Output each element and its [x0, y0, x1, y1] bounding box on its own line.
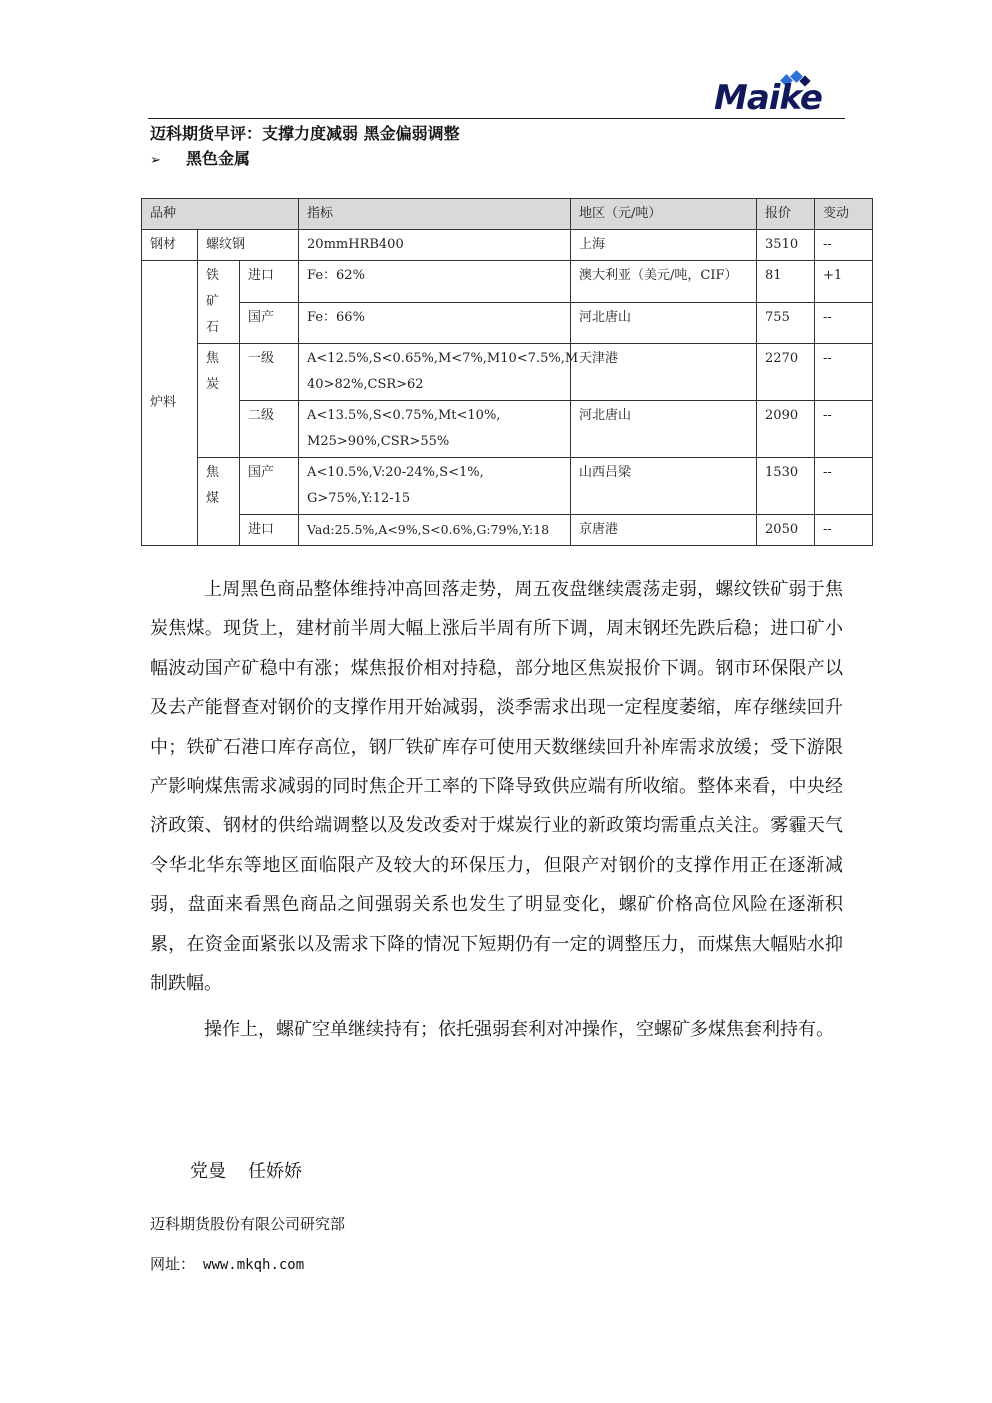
- cell-price: 81: [757, 261, 815, 303]
- section-name: 黑色金属: [186, 149, 251, 168]
- bullet-arrow-icon: ➢: [150, 153, 161, 168]
- cell-category: 炉料: [142, 261, 198, 546]
- cell-change: --: [815, 230, 873, 261]
- cell-change: --: [815, 458, 873, 515]
- cell-spec: A<12.5%,S<0.65%,M<7%,M10<7.5%,M 40>82%,CSR>62: [299, 344, 571, 401]
- header-change: 变动: [815, 199, 873, 230]
- author-name: 任娇娇: [248, 1161, 302, 1182]
- cell-price: 1530: [757, 458, 815, 515]
- market-commentary-paragraph: 上周黑色商品整体维持冲高回落走势，周五夜盘继续震荡走弱，螺纹铁矿弱于焦炭焦煤。现货上，建材前半周大幅上涨后半周有所下调，周末钢坯先跌后稳；进口矿小幅波动国产矿稳中有涨；煤焦报价相对持稳，部分地区焦炭报价下调。钢市环保限产以及去产能督查对钢价的支撑作用开始减弱，淡季需求出现一定程度萎缩，库存继续回升中；铁矿石港口库存高位，钢厂铁矿库存可使用天数继续回升补库需求放缓；受下游限产影响煤焦需求减弱的同时焦企开工率的下降导致供应端有所收缩。整体来看，中央经济政策、钢材的供给端调整以及发改委对于煤炭行业的新政策均需重点关注。雾霾天气令华北华东等地区面临限产及较大的环保压力，但限产对钢价的支撑作用正在逐渐减弱，盘面来看黑色商品之间强弱关系也发生了明显变化，螺矿价格高位风险在逐渐积累，在资金面紧张以及需求下降的情况下短期仍有一定的调整压力，而煤焦大幅贴水抑制跌幅。: [150, 579, 843, 995]
- report-title: 迈科期货早评：支撑力度减弱 黑金偏弱调整: [150, 124, 460, 143]
- cell-region: 澳大利亚（美元/吨，CIF）: [571, 261, 757, 303]
- cell-region: 河北唐山: [571, 401, 757, 458]
- cell-spec: Vad:25.5%,A<9%,S<0.6%,G:79%,Y:18: [299, 515, 571, 546]
- table-row: [142, 302, 873, 344]
- cell-change: --: [815, 401, 873, 458]
- table-row: [142, 515, 873, 546]
- cell-price: 2090: [757, 401, 815, 458]
- logo-wordmark: Maike: [714, 78, 822, 118]
- header-spec: 指标: [299, 199, 571, 230]
- table-row: [142, 344, 873, 401]
- website: [150, 1252, 304, 1277]
- cell-product: 焦 炭: [198, 344, 240, 458]
- cell-spec: A<10.5%,V:20-24%,S<1%, G>75%,Y:12-15: [299, 458, 571, 515]
- cell-product: 螺纹钢: [198, 230, 299, 261]
- cell-region: 上海: [571, 230, 757, 261]
- website-url: www.mkqh.com: [203, 1257, 305, 1273]
- cell-spec: A<13.5%,S<0.75%,Mt<10%, M25>90%,CSR>55%: [299, 401, 571, 458]
- cell-region: 京唐港: [571, 515, 757, 546]
- price-table: [141, 198, 873, 546]
- cell-change: --: [815, 515, 873, 546]
- cell-subtype: 进口: [240, 515, 299, 546]
- cell-change: +1: [815, 261, 873, 303]
- maike-logo: [712, 70, 847, 120]
- section-heading: [150, 148, 250, 172]
- cell-price: 3510: [757, 230, 815, 261]
- header-variety: 品种: [142, 199, 299, 230]
- cell-region: 天津港: [571, 344, 757, 401]
- cell-change: --: [815, 302, 873, 344]
- cell-spec: 20mmHRB400: [299, 230, 571, 261]
- website-label: 网址：: [150, 1255, 196, 1273]
- cell-change: --: [815, 344, 873, 401]
- header-region: 地区（元/吨）: [571, 199, 757, 230]
- cell-price: 755: [757, 302, 815, 344]
- cell-subtype: 一级: [240, 344, 299, 401]
- cell-region: 河北唐山: [571, 302, 757, 344]
- table-row: [142, 401, 873, 458]
- cell-subtype: 国产: [240, 302, 299, 344]
- header-price: 报价: [757, 199, 815, 230]
- author-name: 党曼: [190, 1161, 226, 1182]
- strategy-paragraph: 操作上，螺矿空单继续持有；依托强弱套利对冲操作，空螺矿多煤焦套利持有。: [204, 1019, 834, 1040]
- cell-subtype: 国产: [240, 458, 299, 515]
- cell-category: 钢材: [142, 230, 198, 261]
- table-row: [142, 230, 873, 261]
- cell-subtype: 二级: [240, 401, 299, 458]
- cell-price: 2050: [757, 515, 815, 546]
- cell-price: 2270: [757, 344, 815, 401]
- cell-spec: Fe：66%: [299, 302, 571, 344]
- authors: [190, 1158, 302, 1186]
- table-header-row: [142, 199, 873, 230]
- table-row: [142, 458, 873, 515]
- cell-product: 铁 矿 石: [198, 261, 240, 344]
- header-rule: [148, 118, 845, 119]
- cell-region: 山西吕梁: [571, 458, 757, 515]
- cell-product: 焦 煤: [198, 458, 240, 546]
- cell-spec: Fe：62%: [299, 261, 571, 303]
- cell-subtype: 进口: [240, 261, 299, 303]
- company-name: 迈科期货股份有限公司研究部: [150, 1215, 346, 1233]
- table-row: [142, 261, 873, 303]
